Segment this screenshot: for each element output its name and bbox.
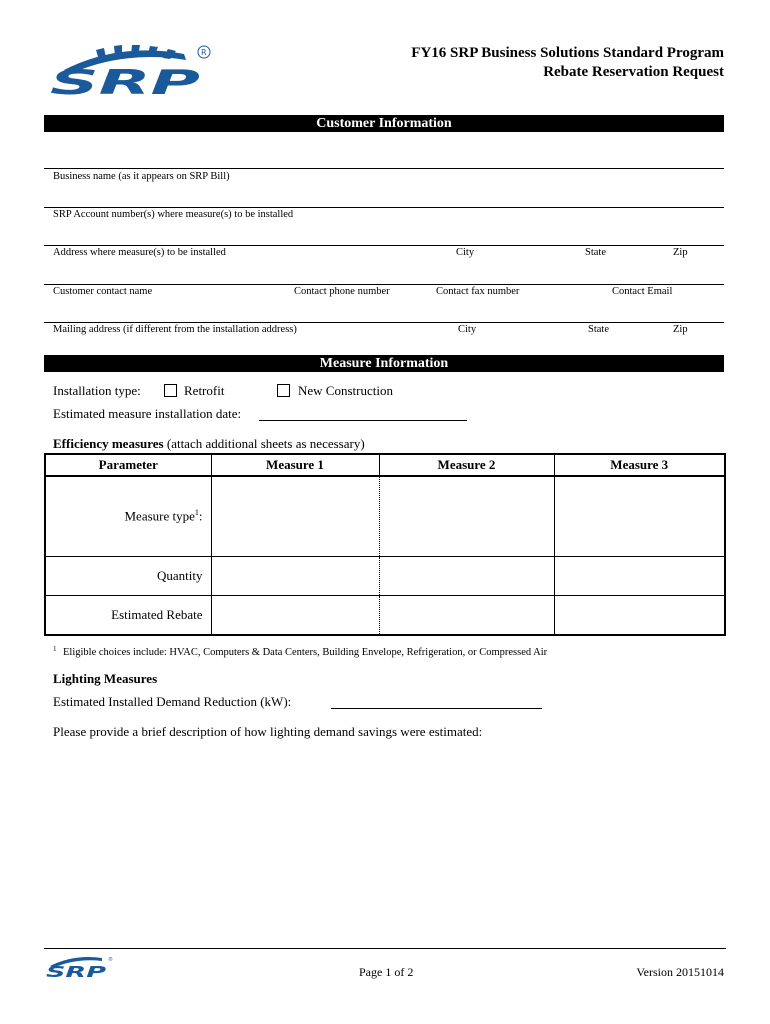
footnote-ref: 1: [194, 508, 199, 518]
contact-email-label: Contact Email: [612, 286, 673, 297]
efficiency-measures-note: (attach additional sheets as necessary): [163, 436, 365, 451]
address-field[interactable]: [44, 245, 724, 246]
business-name-field[interactable]: [44, 168, 724, 169]
table-row: [45, 596, 725, 635]
footer-divider: [44, 948, 726, 949]
contact-name-label: Customer contact name: [53, 286, 153, 297]
svg-text:SRP: SRP: [50, 63, 201, 96]
page-number: Page 1 of 2: [359, 965, 414, 979]
lighting-description-prompt: Please provide a brief description of how lighting demand savings were estimated:: [53, 724, 483, 739]
measure-type-colon: :: [198, 508, 203, 524]
business-name-label: Business name (as it appears on SRP Bill): [53, 171, 230, 182]
header-parameter: Parameter: [45, 454, 211, 476]
measure-info-header: Measure Information: [44, 355, 724, 372]
footnote-text: Eligible choices include: HVAC, Computers & Data Centers, Building Envelope, Refrigeration, or Compressed Air: [63, 647, 548, 658]
measure-2-rebate-cell[interactable]: [379, 596, 554, 635]
address-label: Address where measure(s) to be installed: [53, 247, 226, 258]
demand-reduction-label: Estimated Installed Demand Reduction (kW):: [53, 694, 292, 709]
form-title-line2: Rebate Reservation Request: [543, 64, 724, 80]
demand-reduction-input[interactable]: [331, 708, 542, 709]
install-date-label: Estimated measure installation date:: [53, 406, 242, 421]
city-label: City: [456, 247, 475, 258]
installation-type-label: Installation type:: [53, 383, 141, 398]
mailing-state-label: State: [588, 324, 609, 335]
efficiency-measures-heading: [53, 436, 365, 452]
account-number-field[interactable]: [44, 207, 724, 208]
header-measure-1: Measure 1: [211, 454, 379, 476]
contact-field[interactable]: [44, 284, 724, 285]
measure-1-type-cell[interactable]: [211, 476, 379, 556]
account-number-label: SRP Account number(s) where measure(s) to be installed: [53, 209, 294, 220]
lighting-description-area[interactable]: [53, 744, 723, 934]
row-label-quantity: Quantity: [45, 557, 211, 596]
state-label: State: [585, 247, 606, 258]
table-row: [45, 557, 725, 596]
customer-info-header: Customer Information: [44, 115, 724, 132]
lighting-measures-heading: Lighting Measures: [53, 671, 158, 686]
mailing-zip-label: Zip: [673, 324, 688, 335]
version-label: Version 20151014: [636, 965, 724, 979]
measure-3-rebate-cell[interactable]: [554, 596, 725, 635]
svg-text:SRP: SRP: [46, 963, 106, 978]
table-row: [45, 476, 725, 556]
table-header-row: [45, 454, 725, 476]
srp-footer-logo: [44, 954, 114, 978]
new-construction-checkbox[interactable]: [277, 384, 290, 397]
efficiency-measures-bold: Efficiency measures: [53, 436, 164, 451]
measure-2-type-cell[interactable]: [379, 476, 554, 556]
srp-logo: [44, 44, 214, 96]
contact-phone-label: Contact phone number: [294, 286, 390, 297]
contact-fax-label: Contact fax number: [436, 286, 520, 297]
header-measure-2: Measure 2: [379, 454, 554, 476]
header-measure-3: Measure 3: [554, 454, 725, 476]
measure-3-quantity-cell[interactable]: [554, 557, 725, 596]
efficiency-measures-table: [44, 453, 726, 636]
mailing-city-label: City: [458, 324, 477, 335]
retrofit-label: Retrofit: [184, 383, 225, 398]
new-construction-label: New Construction: [298, 383, 393, 398]
footnote-mark: 1: [53, 645, 57, 653]
install-date-input[interactable]: [259, 420, 467, 421]
zip-label: Zip: [673, 247, 688, 258]
svg-text:R: R: [201, 48, 207, 57]
form-title-line1: FY16 SRP Business Solutions Standard Program: [411, 45, 724, 61]
row-label-estimated-rebate: Estimated Rebate: [45, 596, 211, 635]
measure-1-quantity-cell[interactable]: [211, 557, 379, 596]
measure-1-rebate-cell[interactable]: [211, 596, 379, 635]
measure-3-type-cell[interactable]: [554, 476, 725, 556]
measure-type-text: Measure type: [124, 508, 195, 524]
mailing-address-field[interactable]: [44, 322, 724, 323]
mailing-address-label: Mailing address (if different from the installation address): [53, 324, 297, 335]
measure-2-quantity-cell[interactable]: [379, 557, 554, 596]
retrofit-checkbox[interactable]: [164, 384, 177, 397]
row-label-measure-type: [45, 476, 211, 556]
svg-text:®: ®: [108, 957, 113, 963]
